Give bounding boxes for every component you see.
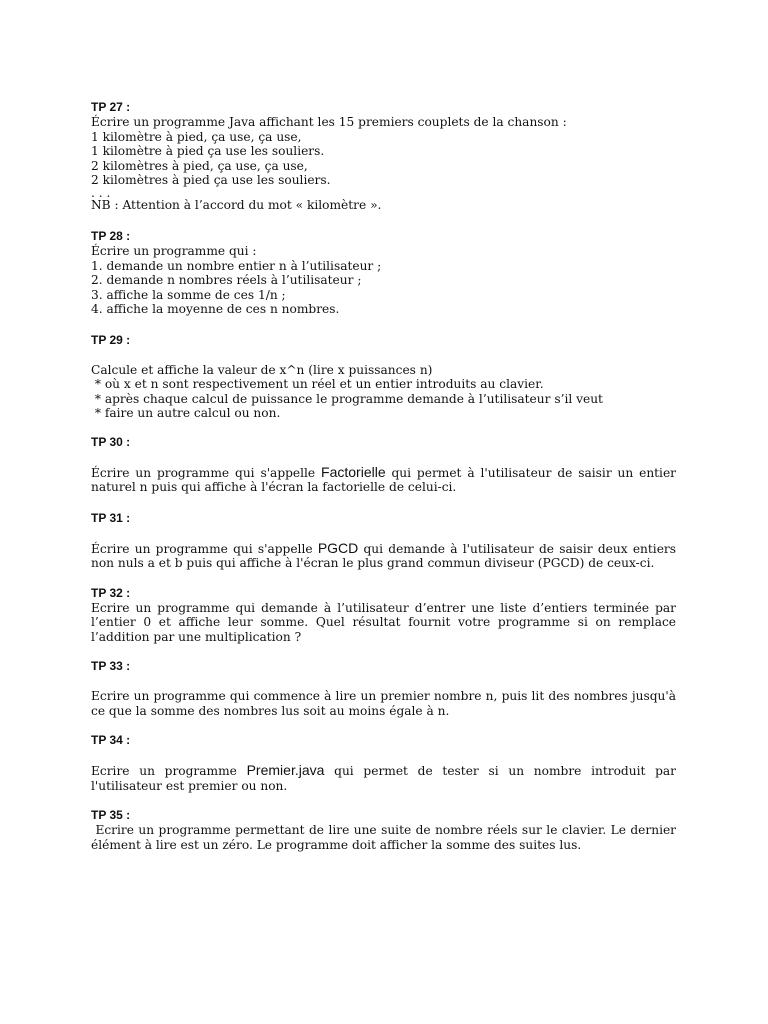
exercise-text-part: Écrire un programme qui s'appelle: [91, 541, 318, 556]
exercise-text-part: qui permet de tester si un nombre introduit par l'utilisateur est premier ou non.: [91, 764, 676, 793]
exercise-line: 4. affiche la moyenne de ces n nombres.: [91, 302, 340, 316]
exercise-tp34: [91, 733, 676, 793]
exercise-text: [91, 763, 676, 793]
exercise-tp30: [91, 435, 676, 495]
exercise-line: Écrire un programme Java affichant les 15 premiers couplets de la chanson :: [91, 115, 567, 129]
exercise-tp33: [91, 659, 676, 718]
exercise-title: TP 33 :: [91, 659, 131, 673]
program-name: PGCD: [317, 539, 359, 556]
exercise-line: * après chaque calcul de puissance le programme demande à l’utilisateur s’il veut: [91, 391, 603, 406]
exercise-line: Calcule et affiche la valeur de x^n (lire x puissances n): [91, 362, 433, 377]
exercise-title: TP 29 :: [91, 332, 131, 347]
exercise-line: Écrire un programme qui :: [91, 244, 257, 258]
exercise-text: Ecrire un programme permettant de lire une suite de nombre réels sur le clavier. Le dernier élément à lire est un zéro. Le programme doit afficher la somme des suites lus.: [91, 823, 680, 852]
exercise-text: [91, 465, 676, 495]
exercise-tp27: [91, 100, 676, 212]
exercise-title: TP 34 :: [91, 733, 131, 747]
exercise-tp31: [91, 511, 676, 571]
exercise-title: TP 27 :: [91, 100, 131, 114]
exercise-text-part: Écrire un programme qui s'appelle: [91, 465, 322, 480]
exercise-text-part: qui permet à l'utilisateur de saisir un entier naturel n puis qui affiche à l'écran la factorielle de celui-ci.: [91, 465, 676, 494]
exercise-line: 2 kilomètres à pied ça use les souliers.: [91, 173, 331, 187]
exercise-tp29: [91, 333, 676, 421]
exercise-line: * où x et n sont respectivement un réel et un entier introduits au clavier.: [91, 377, 544, 391]
exercise-line: * faire un autre calcul ou non.: [91, 406, 281, 420]
exercise-title: TP 35 :: [91, 808, 131, 822]
exercise-tp35: [91, 808, 680, 852]
exercise-text-part: Ecrire un programme: [91, 764, 247, 778]
exercise-tp28: [91, 229, 676, 317]
exercise-line: 1. demande un nombre entier n à l’utilisateur ;: [91, 258, 382, 273]
document-page: [91, 100, 680, 852]
exercise-title: TP 31 :: [91, 510, 131, 525]
exercise-line: 1 kilomètre à pied ça use les souliers.: [91, 144, 325, 158]
exercise-line: 3. affiche la somme de ces 1/n ;: [91, 287, 286, 302]
exercise-text: [91, 541, 676, 571]
exercise-line: 2 kilomètres à pied, ça use, ça use,: [91, 158, 308, 173]
exercise-text-part: qui demande à l'utilisateur de saisir deux entiers non nuls a et b puis qui affiche à l'écran le plus grand commun diviseur (PGCD) de ceux-ci.: [91, 541, 676, 570]
exercise-line: . . .: [91, 185, 111, 200]
exercise-line: 1 kilomètre à pied, ça use, ça use,: [91, 129, 302, 144]
exercise-title: TP 32 :: [91, 585, 131, 600]
exercise-line: NB : Attention à l’accord du mot « kilomètre ».: [91, 197, 382, 212]
exercise-title: TP 28 :: [91, 229, 131, 243]
program-name: Premier.java: [246, 762, 325, 778]
exercise-text: Ecrire un programme qui demande à l’utilisateur d’entrer une liste d’entiers terminée par l’entier 0 et affiche leur somme. Quel résultat fournit votre programme si on remplace l’addition par une multiplication ?: [91, 600, 676, 644]
exercise-text: Ecrire un programme qui commence à lire un premier nombre n, puis lit des nombres jusqu'à ce que la somme des nombres lus soit au moins égale à n.: [91, 689, 676, 718]
exercise-tp32: [91, 586, 676, 645]
program-name: Factorielle: [321, 463, 386, 480]
exercise-line: 2. demande n nombres réels à l’utilisateur ;: [91, 273, 362, 287]
exercise-title: TP 30 :: [91, 434, 131, 449]
